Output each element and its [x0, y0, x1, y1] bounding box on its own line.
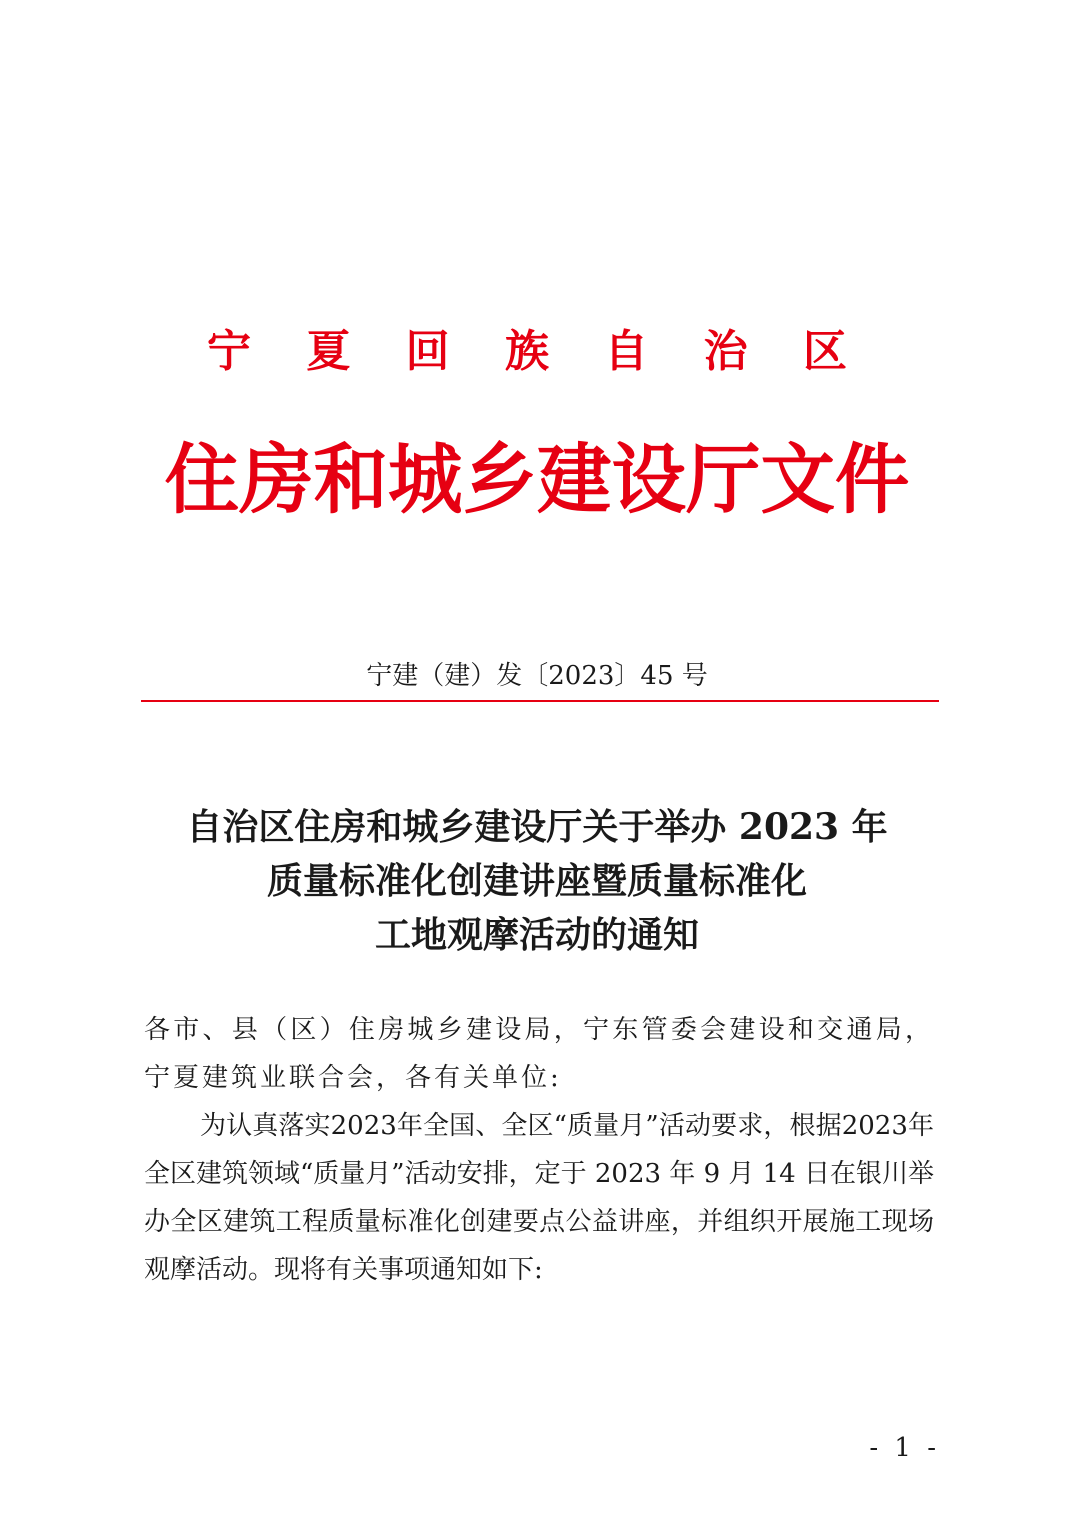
- salutation-paragraph: 各市、县（区）住房城乡建设局，宁东管委会建设和交通局，宁夏建筑业联合会，各有关单位:: [144, 1015, 934, 1093]
- red-divider-line: [141, 700, 939, 702]
- page-number: - 1 -: [869, 1433, 940, 1463]
- title-line-2: 质量标准化创建讲座暨质量标准化: [266, 860, 807, 902]
- document-number: 宁建（建）发〔2023〕45 号: [366, 661, 708, 691]
- title-line-3: 工地观摩活动的通知: [374, 914, 699, 956]
- issuing-department-heading: 住房和城乡建设厅文件: [164, 435, 910, 524]
- issuing-region-heading: 宁 夏 回 族 自 治 区: [207, 326, 867, 377]
- document-title: [100, 800, 974, 962]
- document-body: [144, 1006, 934, 1294]
- body-paragraph-1: 为认真落实2023年全国、全区“质量月”活动要求，根据2023年全区建筑领域“质量月”活动安排，定于 2023 年 9 月 14 日在银川举办全区建筑工程质量标准化创建要点公益讲座，并组织开展施工现场观摩活动。现将有关事项通知如下:: [144, 1111, 934, 1285]
- title-line-1: 自治区住房和城乡建设厅关于举办 2023 年: [186, 806, 888, 848]
